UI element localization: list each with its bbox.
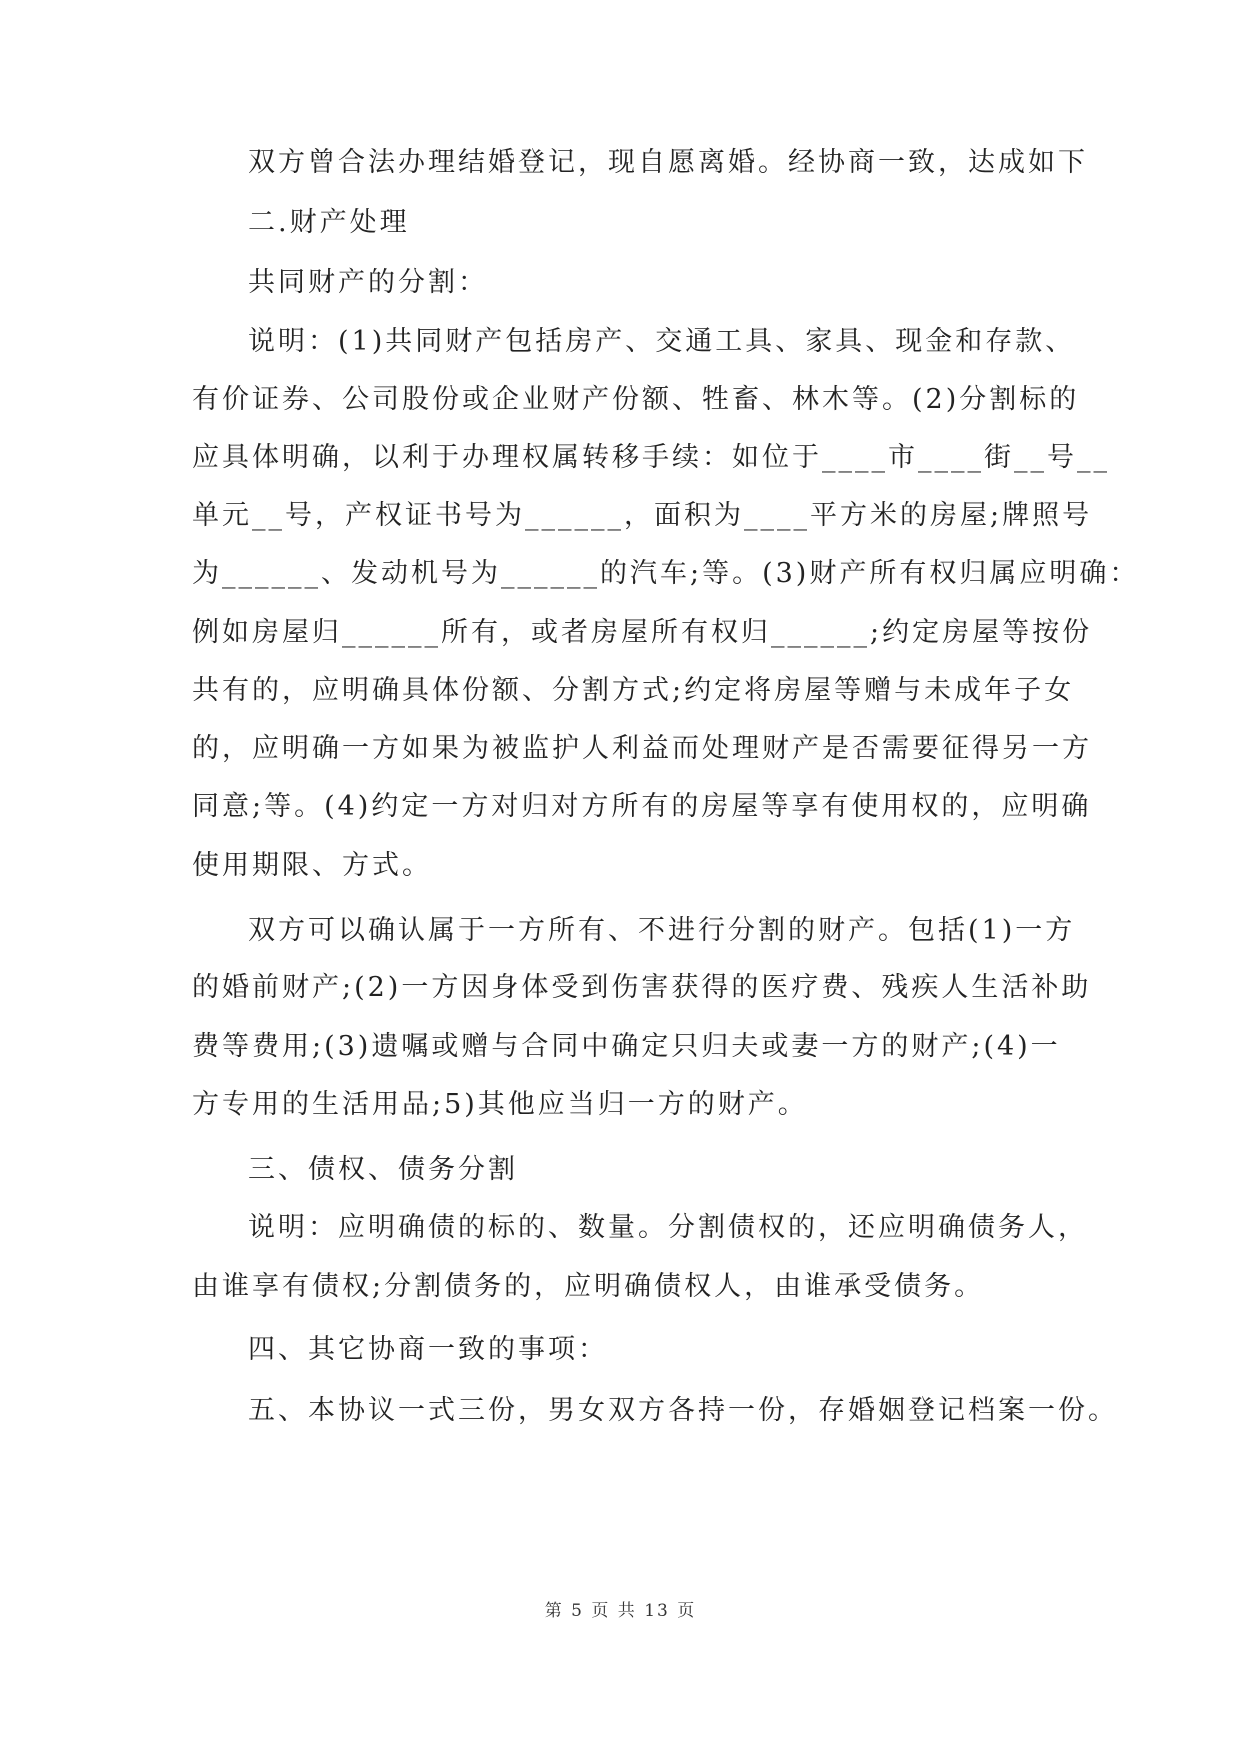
paragraph-line: 的，应明确一方如果为被监护人利益而处理财产是否需要征得另一方 (192, 733, 1092, 764)
paragraph-line: 共同财产的分割： (248, 267, 488, 298)
paragraph-line: 方专用的生活用品;5)其他应当归一方的财产。 (192, 1089, 808, 1120)
paragraph-line: 说明：应明确债的标的、数量。分割债权的，还应明确债务人， (248, 1212, 1088, 1243)
section-heading: 三、债权、债务分割 (248, 1154, 518, 1185)
paragraph-line: 使用期限、方式。 (192, 850, 432, 881)
paragraph-line: 应具体明确，以利于办理权属转移手续：如位于____市____街__号__ (192, 442, 1110, 473)
paragraph-line: 由谁享有债权;分割债务的，应明确债权人，由谁承受债务。 (192, 1271, 985, 1302)
section-heading: 五、本协议一式三份，男女双方各持一份，存婚姻登记档案一份。 (248, 1395, 1118, 1426)
paragraph-line: 双方可以确认属于一方所有、不进行分割的财产。包括(1)一方 (248, 915, 1076, 946)
paragraph-line: 有价证券、公司股份或企业财产份额、牲畜、林木等。(2)分割标的 (192, 384, 1080, 415)
paragraph-line: 的婚前财产;(2)一方因身体受到伤害获得的医疗费、残疾人生活补助 (192, 972, 1092, 1003)
paragraph-line: 说明：(1)共同财产包括房产、交通工具、家具、现金和存款、 (248, 326, 1076, 357)
paragraph-line: 共有的，应明确具体份额、分割方式;约定将房屋等赠与未成年子女 (192, 675, 1075, 706)
section-heading: 二.财产处理 (248, 207, 410, 238)
page-number-footer: 第 5 页 共 13 页 (544, 1601, 697, 1621)
paragraph-line: 单元__号，产权证书号为______，面积为____平方米的房屋;牌照号 (192, 500, 1093, 531)
paragraph-line: 费等费用;(3)遗嘱或赠与合同中确定只归夫或妻一方的财产;(4)一 (192, 1031, 1061, 1062)
paragraph-line: 同意;等。(4)约定一方对归对方所有的房屋等享有使用权的，应明确 (192, 791, 1092, 822)
paragraph-line: 例如房屋归______所有，或者房屋所有权归______;约定房屋等按份 (192, 617, 1093, 648)
paragraph-line: 双方曾合法办理结婚登记，现自愿离婚。经协商一致，达成如下 (248, 147, 1088, 178)
section-heading: 四、其它协商一致的事项： (248, 1334, 608, 1365)
paragraph-line: 为______、发动机号为______的汽车;等。(3)财产所有权归属应明确： (192, 558, 1140, 589)
